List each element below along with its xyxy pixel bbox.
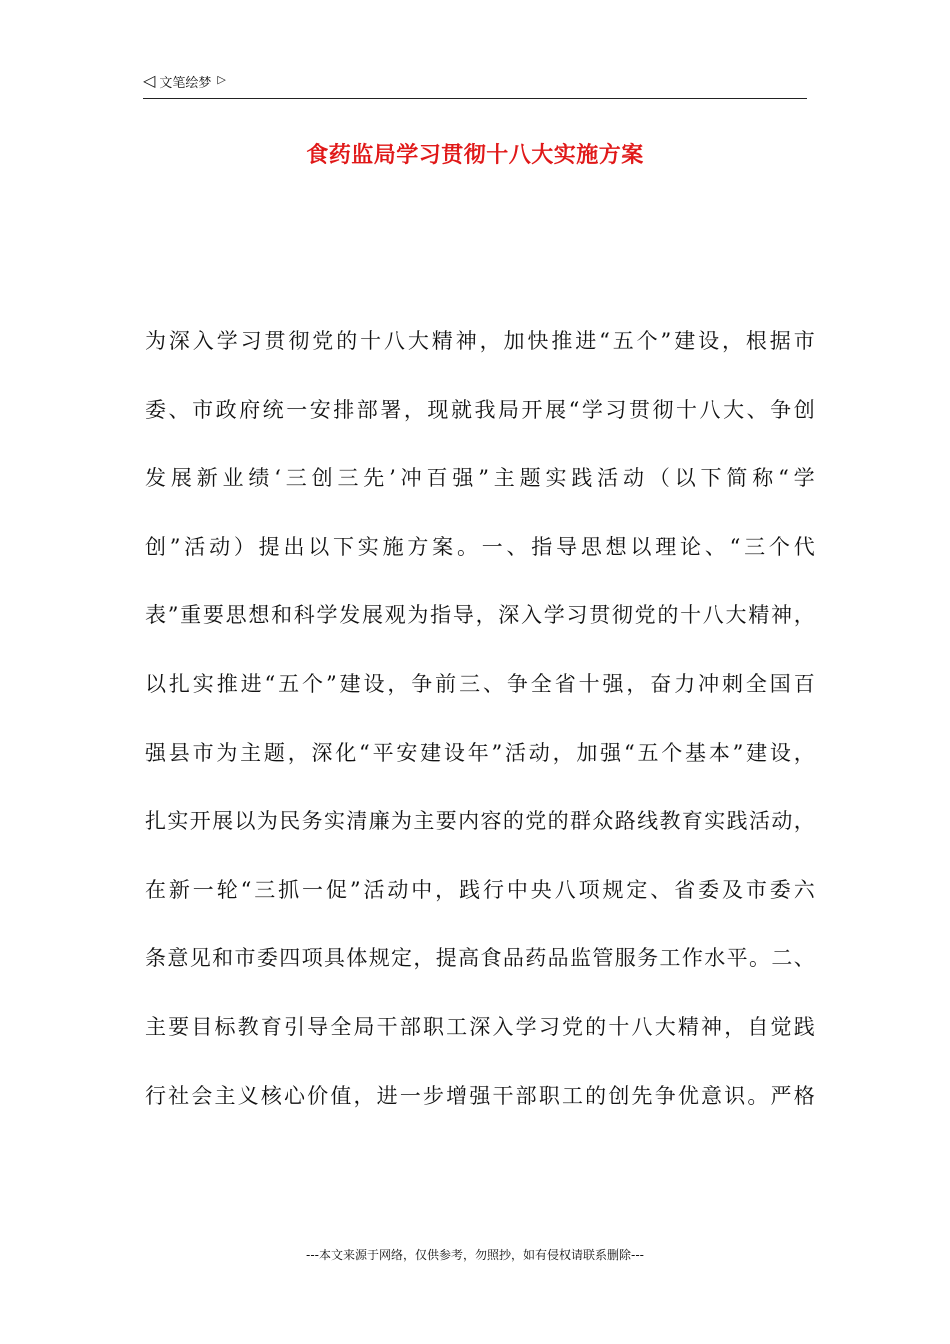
body-line: 为深入学习贯彻党的十八大精神，加快推进“五个”建设，根据市 bbox=[145, 329, 815, 353]
body-line: 强县市为主题，深化“平安建设年”活动，加强“五个基本”建设， bbox=[145, 740, 815, 765]
body-line: 发展新业绩‘三创三先’冲百强”主题实践活动（以下简称“学 bbox=[145, 466, 815, 491]
body-line: 在新一轮“三抓一促”活动中，践行中央八项规定、省委及市委六 bbox=[145, 877, 815, 902]
body-line: 委、市政府统一安排部署，现就我局开展“学习贯彻十八大、争创 bbox=[145, 397, 815, 422]
body-line: 条意见和市委四项具体规定，提高食品药品监管服务工作水平。二、 bbox=[145, 946, 815, 971]
body-line: 主要目标教育引导全局干部职工深入学习党的十八大精神，自觉践 bbox=[145, 1014, 815, 1039]
page-header bbox=[143, 72, 807, 99]
body-line: 以扎实推进“五个”建设，争前三、争全省十强，奋力冲刺全国百 bbox=[145, 671, 815, 696]
right-triangle-icon: ▷ bbox=[217, 72, 226, 86]
document-title: 食药监局学习贯彻十八大实施方案 bbox=[306, 142, 644, 168]
header-brand: 文笔绘梦 bbox=[159, 75, 212, 91]
footer-disclaimer: ---本文来源于网络，仅供参考，勿照抄，如有侵权请联系删除--- bbox=[306, 1248, 644, 1262]
body-line: 扎实开展以为民务实清廉为主要内容的党的群众路线教育实践活动， bbox=[145, 809, 815, 834]
body-line: 行社会主义核心价值，进一步增强干部职工的创先争优意识。严格 bbox=[145, 1083, 815, 1108]
left-triangle-icon: ◁ bbox=[143, 71, 156, 90]
document-body bbox=[145, 318, 815, 1141]
body-line: 创”活动）提出以下实施方案。一、指导思想以理论、“三个代 bbox=[145, 534, 815, 559]
body-line: 表”重要思想和科学发展观为指导，深入学习贯彻党的十八大精神， bbox=[145, 603, 815, 628]
